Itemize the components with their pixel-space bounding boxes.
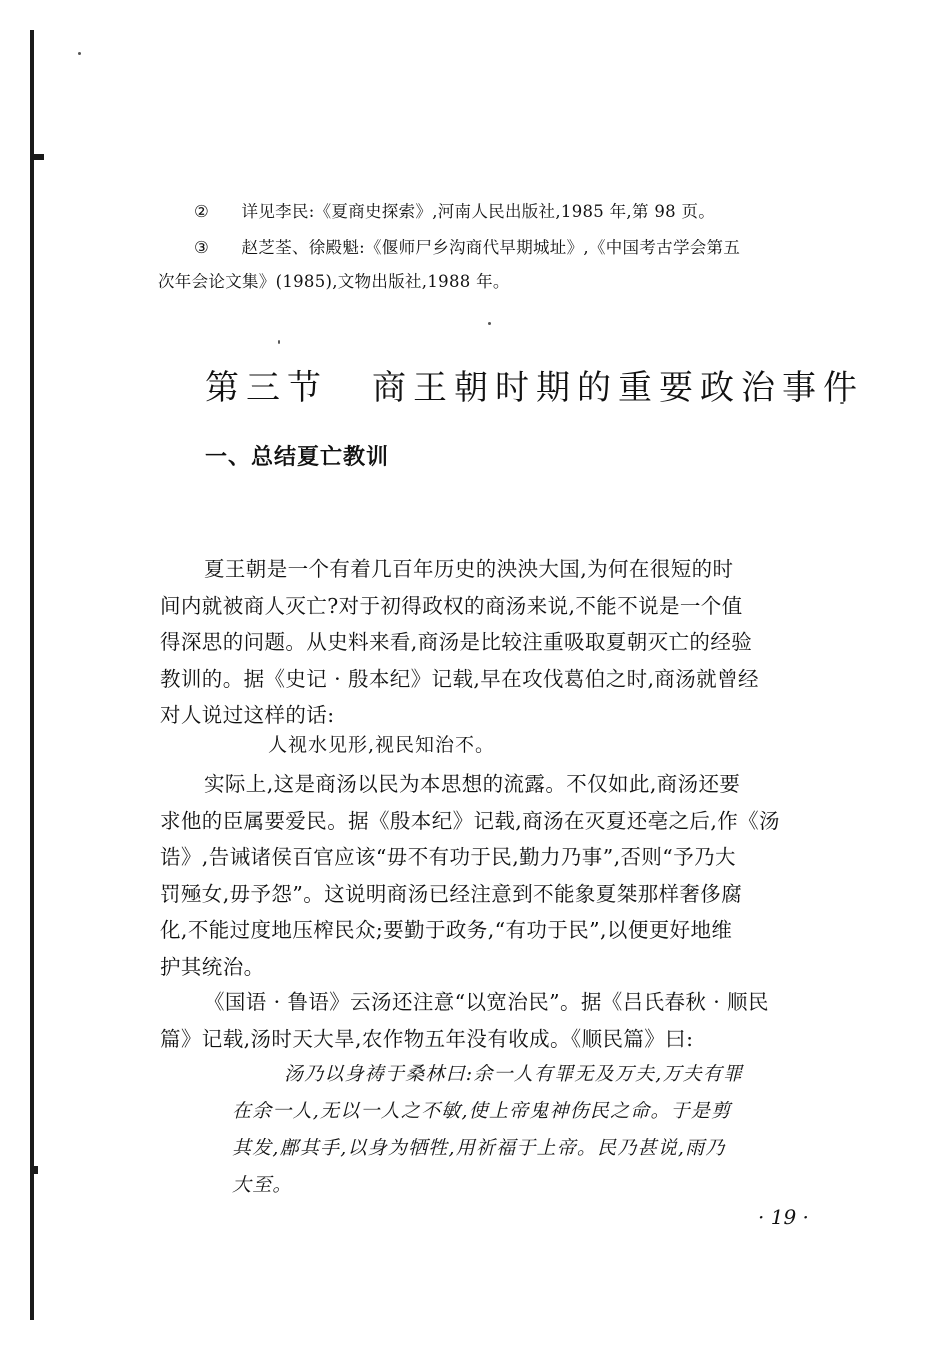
quote-line: 汤乃以身祷于桑林曰:余一人有罪无及万夫,万夫有罪 bbox=[284, 1063, 744, 1085]
text-line: 《国语 · 鲁语》云汤还注意“以宽治民”。据《吕氏春秋 · 顺民 bbox=[204, 990, 769, 1014]
scan-speck bbox=[78, 52, 81, 55]
binding-mark bbox=[30, 154, 44, 160]
block-quote-1: 人视水见形,视民知治不。 bbox=[268, 734, 496, 756]
text-line: 夏王朝是一个有着几百年历史的泱泱大国,为何在很短的时 bbox=[204, 557, 734, 581]
scan-speck bbox=[278, 340, 280, 344]
text-line: 护其统治。 bbox=[160, 954, 265, 979]
text-line: 实际上,这是商汤以民为本思想的流露。不仅如此,商汤还要 bbox=[204, 772, 741, 796]
subsection-heading: 一、总结夏亡教训 bbox=[205, 445, 390, 470]
footnote-3-continuation bbox=[158, 266, 858, 298]
paragraph-1 bbox=[160, 551, 860, 734]
footnote-text: 次年会论文集》(1985),文物出版社,1988 年。 bbox=[158, 272, 510, 291]
text-line: 诰》,告诫诸侯百官应该“毋不有功于民,勤力乃事”,否则“予乃大 bbox=[160, 845, 736, 869]
text-line: 得深思的问题。从史料来看,商汤是比较注重吸取夏朝灭亡的经验 bbox=[160, 630, 753, 654]
quote-line: 其发,鄌其手,以身为牺牲,用祈福于上帝。民乃甚说,雨乃 bbox=[232, 1137, 726, 1159]
footnote-text: 详见李民:《夏商史探索》,河南人民出版社,1985 年,第 98 页。 bbox=[241, 202, 716, 221]
section-heading bbox=[205, 360, 864, 409]
quote-line: 在余一人,无以一人之不敏,使上帝鬼神伤民之命。于是剪 bbox=[232, 1100, 732, 1122]
text-line: 教训的。据《史记 · 殷本纪》记载,早在攻伐葛伯之时,商汤就曾经 bbox=[160, 666, 759, 691]
text-line: 化,不能过度地压榨民众;要勤于政务,“有功于民”,以便更好地维 bbox=[160, 918, 733, 942]
paragraph-3 bbox=[160, 984, 860, 1057]
footnote-3 bbox=[158, 232, 858, 264]
footnote-marker: ② bbox=[194, 202, 210, 221]
page-number: · 19 · bbox=[758, 1205, 809, 1229]
footnote-2 bbox=[158, 196, 858, 228]
footnote-marker: ③ bbox=[194, 238, 210, 257]
paragraph-2 bbox=[160, 766, 860, 985]
section-number: 第三节 bbox=[205, 368, 328, 408]
binding-mark bbox=[30, 1166, 38, 1174]
footnote-text: 赵芝荃、徐殿魁:《偃师尸乡沟商代早期城址》,《中国考古学会第五 bbox=[241, 238, 741, 257]
text-line: 间内就被商人灭亡?对于初得政权的商汤来说,不能不说是一个值 bbox=[160, 593, 743, 618]
scan-speck bbox=[488, 322, 491, 325]
quote-line: 大至。 bbox=[232, 1174, 293, 1196]
text-line: 求他的臣属要爱民。据《殷本纪》记载,商汤在灭夏还亳之后,作《汤 bbox=[160, 808, 780, 833]
section-title-text: 商王朝时期的重要政治事件 bbox=[372, 368, 864, 408]
text-line: 对人说过这样的话: bbox=[160, 703, 335, 727]
text-line: 篇》记载,汤时天大旱,农作物五年没有收成。《顺民篇》曰: bbox=[160, 1026, 694, 1051]
binding-edge-line bbox=[30, 30, 34, 1320]
block-quote-2 bbox=[232, 1056, 872, 1204]
text-line: 罚殛女,毋予怨”。这说明商汤已经注意到不能象夏桀那样奢侈腐 bbox=[160, 881, 743, 906]
